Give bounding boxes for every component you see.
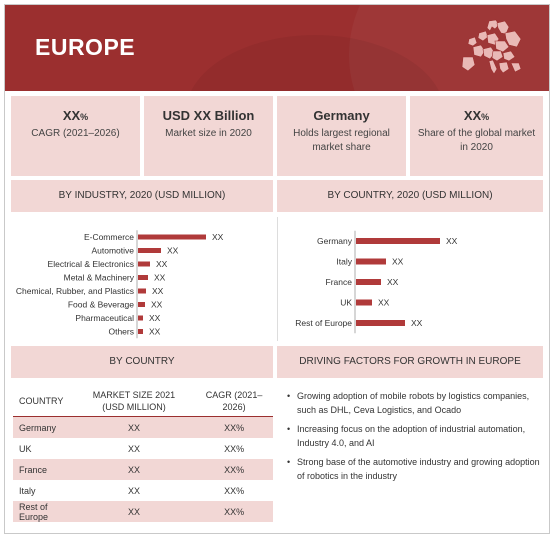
bar: [356, 259, 386, 265]
kpi-value: XX%: [62, 108, 89, 123]
column-header: CAGR (2021–2026): [195, 386, 273, 417]
bar: [138, 289, 146, 294]
table-header-row: [13, 386, 273, 417]
category-label: UK: [340, 297, 352, 308]
table-row: [13, 501, 273, 522]
data-label: XX: [446, 236, 458, 246]
table-cell: XX: [73, 459, 195, 480]
kpi-largest-country: [277, 96, 406, 176]
table-cell: XX: [73, 501, 195, 522]
kpi-label: CAGR (2021–2026): [31, 128, 120, 139]
driving-factors-list: [287, 389, 543, 488]
list-item: • Increasing focus on the adoption of industrial automation, Industry 4.0, and AI: [287, 422, 543, 450]
data-label: XX: [156, 259, 168, 269]
table-cell: Germany: [13, 417, 73, 439]
table-row: [13, 417, 273, 439]
table-cell: XX: [73, 417, 195, 439]
bar: [138, 316, 143, 321]
kpi-label: Market size in 2020: [165, 128, 252, 139]
kpi-value: USD XX Billion: [162, 108, 255, 123]
data-label: XX: [149, 326, 161, 337]
data-label: XX: [392, 256, 404, 267]
bar: [356, 320, 405, 326]
data-label: XX: [212, 232, 224, 242]
data-label: XX: [152, 286, 164, 296]
section-head-country-chart: BY COUNTRY, 2020 (USD MILLION): [277, 180, 543, 212]
data-label: XX: [411, 318, 423, 328]
table-cell: XX%: [224, 485, 245, 496]
kpi-market-size: [144, 96, 273, 176]
bar: [138, 235, 206, 240]
kpi-value: Germany: [313, 108, 370, 123]
table-cell: France: [13, 459, 73, 480]
header-banner: [5, 5, 549, 91]
kpi-global-share: [410, 96, 543, 176]
table-cell: XX%: [195, 501, 273, 522]
section-head-industry: BY INDUSTRY, 2020 (USD MILLION): [11, 180, 273, 212]
category-label: Rest of Europe: [295, 318, 352, 328]
bar: [356, 238, 440, 244]
bar: [138, 329, 143, 334]
kpi-label: Share of the global market in 2020: [417, 128, 536, 153]
bar: [138, 248, 161, 253]
category-label: Italy: [336, 256, 352, 267]
data-label: XX: [154, 272, 166, 283]
category-label: Germany: [317, 236, 352, 246]
section-head-driving-factors: DRIVING FACTORS FOR GROWTH IN EUROPE: [277, 346, 543, 378]
data-label: XX: [167, 245, 179, 256]
table-cell: UK: [19, 443, 32, 454]
list-item: • Growing adoption of mobile robots by logistics companies, such as DHL, Ceva Logistics, and Ocado: [287, 389, 543, 417]
bar: [356, 279, 381, 285]
page-title: EUROPE: [35, 34, 136, 60]
data-label: XX: [151, 299, 163, 310]
category-label: Electrical & Electronics: [47, 259, 134, 269]
kpi-label: Holds largest regional market share: [293, 128, 390, 153]
category-label: France: [325, 277, 352, 287]
data-label: XX: [387, 277, 399, 287]
data-label: XX: [149, 313, 161, 323]
kpi-cagr: [11, 96, 140, 176]
column-header: MARKET SIZE 2021 (USD MILLION): [73, 386, 195, 417]
table-cell: XX%: [224, 443, 245, 454]
industry-bar-chart: [7, 219, 277, 343]
column-header: COUNTRY: [13, 386, 73, 417]
list-item: • Strong base of the automotive industry and growing adoption of robotics in the industry: [287, 455, 543, 483]
table-row: [13, 438, 273, 459]
table-cell: XX: [127, 485, 140, 496]
category-label: Automotive: [91, 245, 134, 256]
country-table: [13, 386, 273, 522]
category-label: E-Commerce: [83, 232, 134, 242]
data-label: XX: [378, 297, 390, 308]
country-bar-chart: [279, 219, 545, 343]
table-cell: XX%: [195, 417, 273, 439]
table-row: [13, 459, 273, 480]
bar: [138, 262, 150, 267]
category-label: Chemical, Rubber, and Plastics: [15, 286, 134, 296]
europe-map-icon: [459, 19, 523, 81]
section-head-country-table: BY COUNTRY: [11, 346, 273, 378]
kpi-value: XX%: [463, 108, 490, 123]
table-row: [13, 480, 273, 501]
bar: [356, 300, 372, 306]
table-cell: Italy: [19, 485, 36, 496]
bar: [138, 275, 148, 280]
table-cell: Rest of Europe: [13, 501, 73, 522]
bar: [138, 302, 145, 307]
table-cell: XX%: [195, 459, 273, 480]
category-label: Food & Beverage: [67, 299, 134, 310]
category-label: Metal & Machinery: [63, 272, 134, 283]
divider: [277, 217, 278, 341]
table-cell: XX: [127, 443, 140, 454]
infographic-frame: [4, 4, 550, 534]
category-label: Others: [108, 326, 134, 337]
category-label: Pharmaceutical: [75, 313, 134, 323]
